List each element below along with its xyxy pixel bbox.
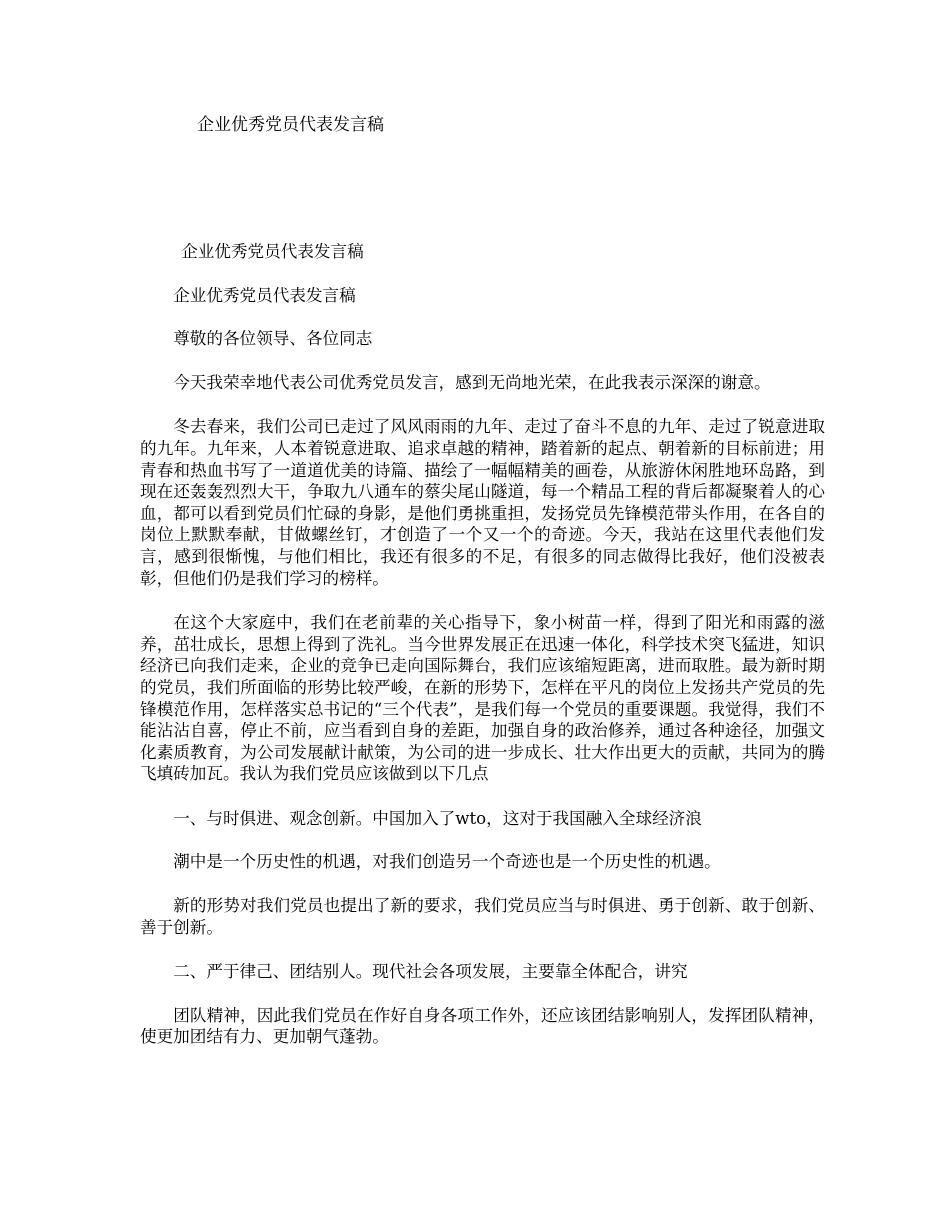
paragraph: 团队精神，因此我们党员在作好自身各项工作外，还应该团结影响别人，发挥团队精神，使更加团结有力、更加朝气蓬勃。: [140, 1005, 825, 1047]
paragraph: 在这个大家庭中，我们在老前辈的关心指导下，象小树苗一样，得到了阳光和雨露的滋养，茁壮成长，思想上得到了洗礼。当今世界发展正在迅速一体化，科学技术突飞猛进，知识经济已向我们走来，企业的竞争已走向国际舞台，我们应该缩短距离，进而取胜。最为新时期的党员，我们所面临的形势比较严峻，在新的形势下，怎样在平凡的岗位上发扬共产党员的先锋模范作用，怎样落实总书记的“三个代表”，是我们每一个党员的重要课题。我觉得，我们不能沾沾自喜，停止不前，应当看到自身的差距，加强自身的政治修养，通过各种途径，加强文化素质教育，为公司发展献计献策，为公司的进一步成长、壮大作出更大的贡献，共同为的腾飞填砖加瓦。我认为我们党员应该做到以下几点: [140, 613, 825, 784]
document-header-title: 企业优秀党员代表发言稿: [197, 115, 384, 135]
paragraph: 冬去春来，我们公司已走过了风风雨雨的九年、走过了奋斗不息的九年、走过了锐意进取的九年。九年来，人本着锐意进取、追求卓越的精神，踏着新的起点、朝着新的目标前进；用青春和热血书写了一道道优美的诗篇、描绘了一幅幅精美的画卷，从旅游休闲胜地环岛路，到现在还轰轰烈烈大干，争取九八通车的蔡尖尾山隧道，每一个精品工程的背后都凝聚着人的心血，都可以看到党员们忙碌的身影，是他们勇挑重担，发扬党员先锋模范带头作用，在各自的岗位上默默奉献，甘做螺丝钉，才创造了一个又一个的奇迹。今天，我站在这里代表他们发言，感到很惭愧，与他们相比，我还有很多的不足，有很多的同志做得比我好，他们没被表彰，但他们仍是我们学习的榜样。: [140, 417, 825, 588]
paragraph: 新的形势对我们党员也提出了新的要求，我们党员应当与时俱进、勇于创新、敢于创新、善于创新。: [140, 896, 825, 937]
paragraph: 今天我荣幸地代表公司优秀党员发言，感到无尚地光荣，在此我表示深深的谢意。: [173, 372, 771, 392]
document-body: [140, 241, 825, 1071]
paragraph: 企业优秀党员代表发言稿: [173, 285, 356, 305]
paragraph: 一、与时俱进、观念创新。中国加入了wto，这对于我国融入全球经济浪: [173, 808, 702, 828]
document-subtitle: 企业优秀党员代表发言稿: [181, 242, 364, 261]
paragraph: 潮中是一个历史性的机遇，对我们创造另一个奇迹也是一个历史性的机遇。: [173, 852, 721, 872]
paragraph: 二、严于律己、团结别人。现代社会各项发展，主要靠全体配合，讲究: [173, 962, 688, 982]
salutation: 尊敬的各位领导、各位同志: [173, 329, 373, 349]
